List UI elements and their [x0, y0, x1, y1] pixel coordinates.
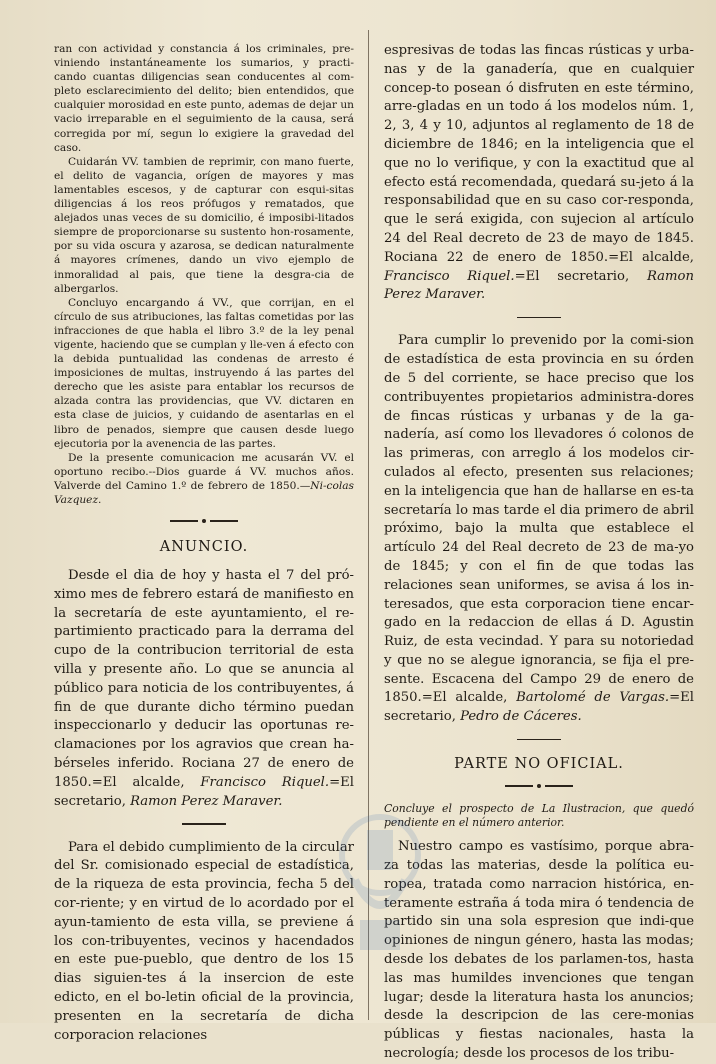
anuncio-paragraph: Desde el dia de hoy y hasta el 7 del pró-ximo mes de febrero estará de manifiesto en la secretaría de este ayuntamiento, el re-partimiento practicado para la derrama del cupo de la contribucion territorial de esta villa y presente año. Lo que se anuncia al público para noticia de los contribuyentes, á fin de que durante dicho término puedan inspeccionarlo y deducir las oportunas re-clamaciones por los agravios que crean ha-bérseles inferido. Rociana 27 de enero de 1850.=El alcalde, Francisco Riquel.=El secretario, Ramon Perez Maraver.: [54, 568, 354, 809]
fincas-paragraph: espresivas de todas las fincas rústicas y urba-nas y de la ganadería, que en cualquier concep-to posean ó disfruten en este término, arre-gladas en un todo á los modelos núm. 1, 2, 3, 4 y 10, adjuntos al reglamento de 18 de diciembre de 1846; en la inteligencia que el que no lo verifique, y con la exactitud que al efecto está recomendada, quedará su-jeto á la responsabilidad que en su caso cor-responda, que le será exigida, con sujecion al artículo 24 del Real decreto de 23 de mayo de 1845. Rociana 22 de enero de 1850.=El alcalde, Francisco Riquel.=El secretario, Ramon Perez Maraver.: [384, 43, 694, 303]
escacena-paragraph: Para cumplir lo prevenido por la comi-sion de estadística de esta provincia en su órden de 5 del corriente, se hace preciso que los contribuyentes propietarios administra-dores de fincas rústicas y urbanas y de la ga-nadería, así como los llevadores ó colonos de las primeras, con arreglo á los modelos cir-culados al efecto, presenten sus relaciones; en la inteligencia que han de hallarse en es-ta secretaría lo mas tarde el dia primero de abril próximo, bajo la multa que establece el artículo 24 del Real decreto de 23 de ma-yo de 1845; y con el fin de que todas las relaciones sean uniformes, se avisa á los in-teresados, que esta corporacion tiene encar-gado en la redaccion de ellas á D. Agustin Ruiz, de esta vecindad. Y para su notoriedad y que no se alegue ignorancia, se fija el pre-sente. Escacena del Campo 29 de enero de 1850.=El alcalde, Bartolomé de Vargas.=El secretario, Pedro de Cáceres.: [384, 333, 695, 725]
parte-no-oficial-heading: PARTE NO OFICIAL.: [454, 756, 624, 773]
left-column: [54, 42, 355, 1043]
signature-secretario-2: Ramon Perez Maraver.: [384, 268, 694, 303]
paragraph-receipt: De la presente comunicacion me acusarán VV. el oportuno recibo.--Dios guarde á VV. muchos años. Valverde del Camino 1.º de febrero de 1850.—Ni-colas Vazquez.: [54, 451, 354, 506]
paragraph-vagrancy: Cuidarán VV. tambien de reprimir, con mano fuerte, el delito de vagancia, orígen de mayores y mas lamentables escesos, y de capturar con esqui-sitas diligencias á los reos prófugos y rematados, que alejados unas veces de su domicilio, é imposibi-litados siempre de proporcionarse su sustento hon-rosamente, por su vida oscura y azarosa, se dedican naturalmente á mayores crímenes, dando un vivo ejemplo de inmoralidad al pais, que tiene la desgra-cia de albergarlos.: [54, 155, 354, 295]
signature-alcalde: Francisco Riquel.: [200, 774, 330, 790]
signature-secretario: Ramon Perez Maraver.: [130, 793, 283, 809]
signature-caceres: Pedro de Cáceres.: [460, 709, 582, 725]
section-separator-5: [384, 784, 694, 788]
estadistica-paragraph: Para el debido cumplimiento de la circular del Sr. comisionado especial de estadística, de la riqueza de esta provincia, fecha 5 del cor-riente; y en virtud de lo acordado por el ayun-tamiento de esta villa, se previene á los con-tribuyentes, vecinos y hacendados en este pue-pueblo, que dentro de los 15 dias siguien-tes á la insercion de este edicto, en el bo-letin oficial de la provincia, presenten en la secretaría de dicha corporacion relaciones: [54, 839, 354, 1043]
paragraph-criminals: ran con actividad y constancia á los criminales, pre-viniendo instantáneamente los sumarios, y practi-cando cuantas diligencias sean conducentes al com-pleto esclarecimiento del delito; bien entendidos, que cualquier morosidad en este punto, ademas de dejar un vacio irreparable en el seguimiento de la causa, será corregida por mí, segun lo exigiere la gravedad del caso.: [54, 43, 354, 154]
section-separator-4: [384, 739, 694, 740]
section-separator-2: [54, 823, 354, 824]
paragraph-penalties: Concluyo encargando á VV., que corrijan, en el círculo de sus atribuciones, las faltas cometidas por las infracciones de que habla el libro 3.º de la ley penal vigente, haciendo que se cumplan y lle-ven á efecto con la debida puntualidad las condenas de arresto é imposiciones de multas, instruyendo á las partes del derecho que les asiste para entablar los recursos de alzada contra las providencias, que VV. dictaren en esta clase de juicios, y cuidando de asentarlas en el libro de penados, siempre que causen desde luego ejecutoria por la avenencia de las partes.: [54, 296, 355, 450]
prospecto-paragraph: Nuestro campo es vastísimo, porque abra-za todas las materias, desde la política eu-ropea, tratada como narracion histórica, en-teramente estraña á toda mira ó tendencia de partido sin una sola espresion que indi-que opiniones de ningun género, hasta las modas; desde los debates de los parlamen-tos, hasta las mas humildes invenciones que tengan lugar; desde la literatura hasta los anuncios; desde la descripcion de las cere-monias públicas y fiestas nacionales, hasta la necrología; desde los procesos de los tribu-: [384, 839, 694, 1062]
section-separator-3: [384, 317, 694, 318]
signature-vazquez: Ni-colas Vazquez.: [54, 479, 354, 506]
prospecto-intro: Concluye el prospecto de La Ilustracion, que quedó pendiente en el número anterior.: [384, 802, 694, 830]
anuncio-heading: ANUNCIO.: [159, 539, 249, 556]
right-column: [384, 42, 695, 1062]
signature-alcalde-2: Francisco Riquel.: [384, 268, 515, 284]
section-separator: [54, 519, 354, 523]
column-divider: [368, 30, 369, 1020]
signature-vargas: Bartolomé de Vargas.: [516, 690, 670, 706]
